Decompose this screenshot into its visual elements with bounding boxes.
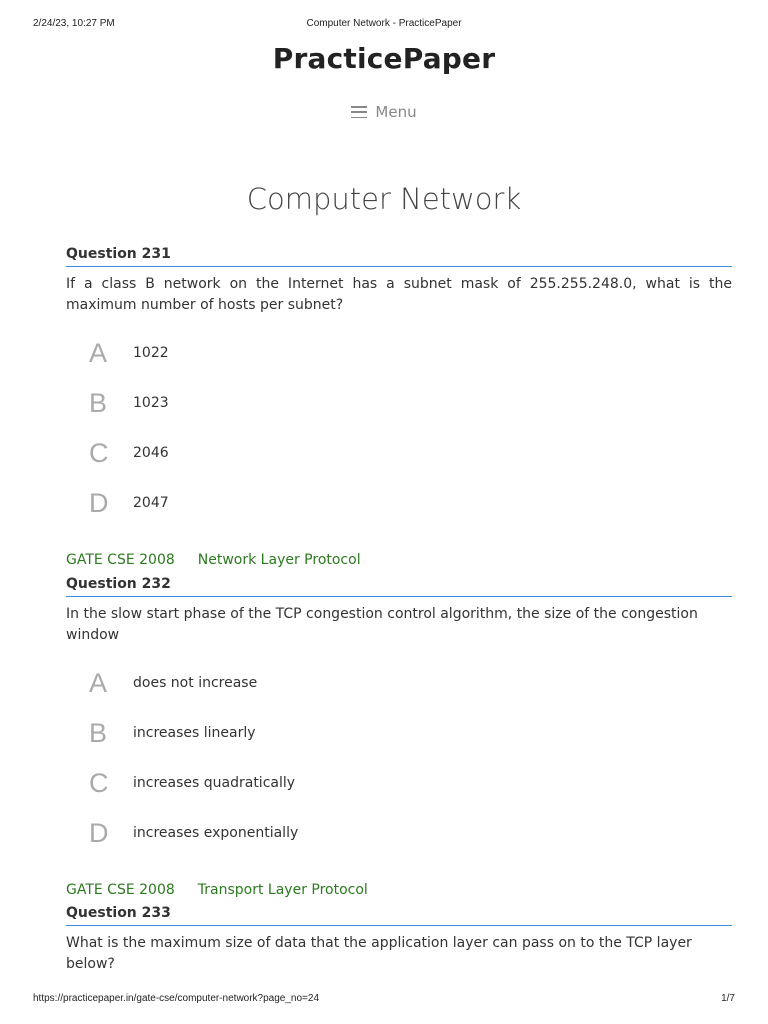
question-number: Question 232: [66, 574, 732, 597]
hamburger-icon: [351, 106, 367, 118]
question-text: In the slow start phase of the TCP congestion control algorithm, the size of the congestion window: [66, 606, 698, 643]
option-letter: C: [89, 767, 109, 798]
option-letter: B: [89, 717, 108, 748]
question-block: [66, 574, 732, 902]
option-a[interactable]: [66, 658, 732, 708]
option-c[interactable]: [66, 428, 732, 478]
menu-label: Menu: [375, 103, 417, 121]
print-url: https://practicepaper.in/gate-cse/computer-network?page_no=24: [33, 993, 320, 1004]
option-text: increases exponentially: [133, 825, 299, 841]
question-number: Question 231: [66, 244, 732, 267]
tag-topic-link[interactable]: Network Layer Protocol: [197, 552, 361, 568]
option-b[interactable]: [66, 378, 732, 428]
option-text: 1023: [133, 395, 169, 411]
option-letter: A: [89, 337, 108, 368]
print-header: [0, 18, 768, 32]
tag-topic-link[interactable]: Transport Layer Protocol: [197, 882, 368, 898]
option-text: increases linearly: [133, 725, 256, 741]
question-tags: [66, 878, 732, 902]
option-b[interactable]: [66, 708, 732, 758]
option-d[interactable]: [66, 808, 732, 858]
tag-exam-link[interactable]: GATE CSE 2008: [66, 552, 175, 568]
print-doc-title: Computer Network - PracticePaper: [306, 18, 462, 29]
options-list: [66, 658, 732, 858]
option-text: does not increase: [133, 675, 258, 691]
option-text: 2047: [133, 495, 169, 511]
option-a[interactable]: [66, 328, 732, 378]
menu-button[interactable]: [0, 103, 768, 121]
question-text: What is the maximum size of data that the application layer can pass on to the TCP layer below?: [66, 935, 692, 972]
option-letter: D: [89, 817, 109, 848]
option-letter: B: [89, 387, 108, 418]
option-d[interactable]: [66, 478, 732, 528]
page-title: Computer Network: [246, 182, 522, 216]
option-text: increases quadratically: [133, 775, 296, 791]
print-footer: [0, 993, 768, 1007]
option-text: 1022: [133, 345, 169, 361]
question-tags: [66, 548, 732, 572]
option-text: 2046: [133, 445, 169, 461]
question-block: [66, 903, 732, 975]
site-title[interactable]: PracticePaper: [272, 42, 496, 75]
option-letter: A: [89, 667, 108, 698]
option-letter: D: [89, 487, 109, 518]
question-number: Question 233: [66, 903, 732, 926]
option-letter: C: [89, 437, 109, 468]
tag-exam-link[interactable]: GATE CSE 2008: [66, 882, 175, 898]
print-page-number: 1/7: [721, 993, 735, 1004]
option-c[interactable]: [66, 758, 732, 808]
question-text: If a class B network on the Internet has a subnet mask of 255.255.248.0, what is the maximum number of hosts per subnet?: [66, 276, 732, 313]
print-datetime: 2/24/23, 10:27 PM: [33, 18, 115, 29]
question-block: [66, 244, 732, 572]
options-list: [66, 328, 732, 528]
